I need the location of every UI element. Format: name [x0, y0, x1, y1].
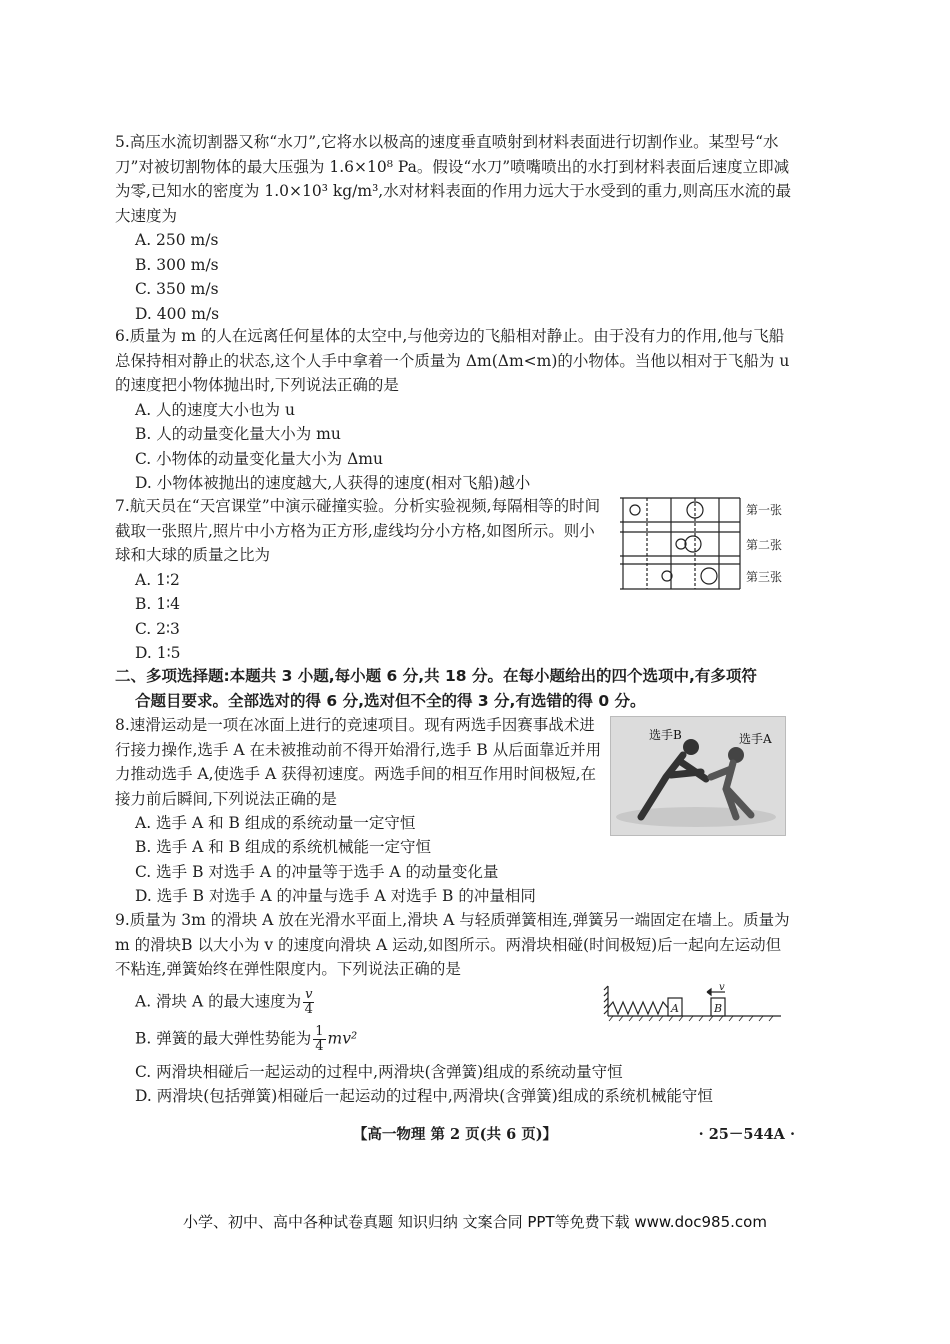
- velocity-label: v: [719, 982, 725, 993]
- download-ad-text: 小学、初中、高中各种试卷真题 知识归纳 文案合同 PPT等免费下载 www.doc985.com: [183, 1213, 767, 1231]
- question-7-stem: 7.航天员在“天宫课堂”中演示碰撞实验。分析实验视频,每隔相等的时间截取一张照片,照片中小方格为正方形,虚线均分小方格,如图所示。则小球和大球的质量之比为: [115, 497, 601, 564]
- question-9-stem: 9.质量为 3m 的滑块 A 放在光滑水平面上,滑块 A 与轻质弹簧相连,弹簧另一端固定在墙上。质量为 m 的滑块B 以大小为 v 的速度向滑块 A 运动,如图所示。两滑块相碰(时间极短)后一起向左运动但不粘连,弹簧始终在弹性限度内。下列说法正确的是: [115, 911, 790, 978]
- section-2-header: [115, 664, 795, 713]
- question-6-stem: 6.质量为 m 的人在远离任何星体的太空中,与他旁边的飞船相对静止。由于没有力的作用,他与飞船总保持相对静止的状态,这个人手中拿着一个质量为 Δm(Δm<m)的小物体。当他以相对于飞船为 u 的速度把小物体抛出时,下列说法正确的是: [115, 327, 790, 394]
- question-9-option-b: [115, 1025, 795, 1054]
- question-7-option-b: B. 1∶4: [135, 595, 181, 613]
- section-2-line-1: 二、多项选择题:本题共 3 小题,每小题 6 分,共 18 分。在每小题给出的四个选项中,有多项符: [115, 667, 757, 685]
- question-7-option-c: C. 2∶3: [135, 619, 180, 638]
- collision-photos-figure: [615, 494, 795, 594]
- question-9-option-a-text: A. 滑块 A 的最大速度为: [135, 992, 302, 1010]
- photo-label-skater-b: 选手B: [649, 728, 682, 742]
- photo-label-skater-a: 选手A: [739, 732, 772, 746]
- question-5-stem: 5.高压水流切割器又称“水刀”,它将水以极高的速度垂直喷射到材料表面进行切割作业。某型号“水刀”对被切割物体的最大压强为 1.6×10⁸ Pa。假设“水刀”喷嘴喷出的水打到材料表面后速度立即减为零,已知水的密度为 1.0×10³ kg/m³,水对材料表面的作用力远大于水受到的重力,则高压水流的最大速度为: [115, 133, 792, 225]
- footer-page-info: 【高一物理 第 2 页(共 6 页)】: [352, 1126, 558, 1143]
- fraction-v-over-4: [303, 988, 314, 1017]
- question-8-stem: 8.速滑运动是一项在冰面上进行的竞速项目。现有两选手因赛事战术进行接力操作,选手 A 在未被推动前不得开始滑行,选手 B 从后面靠近并用力推动选手 A,使选手 A 获得初速度。两选手间的相互作用时间极短,在接力前后瞬间,下列说法正确的是: [115, 716, 602, 808]
- block-b-label: B: [714, 1002, 723, 1015]
- question-9-option-b-expr: mv²: [327, 1029, 358, 1047]
- speed-skating-photo: [610, 716, 786, 836]
- question-7-option-a: A. 1∶2: [135, 570, 180, 589]
- fraction-numerator: v: [305, 986, 313, 1002]
- question-5-option-a: A. 250 m/s: [135, 231, 219, 249]
- question-5: [115, 130, 795, 326]
- figure-label-first: 第一张: [746, 503, 783, 517]
- figure-label-second: 第二张: [746, 538, 783, 552]
- question-9-option-b-text: B. 弹簧的最大弹性势能为: [135, 1029, 312, 1047]
- question-8-more-options: [115, 835, 795, 909]
- question-5-option-b: B. 300 m/s: [135, 255, 219, 274]
- question-6-option-a: A. 人的速度大小也为 u: [135, 400, 295, 419]
- question-9-option-c: C. 两滑块相碰后一起运动的过程中,两滑块(含弹簧)组成的系统动量守恒: [135, 1062, 623, 1081]
- question-6-option-d: D. 小物体被抛出的速度越大,人获得的速度(相对飞船)越小: [135, 474, 531, 492]
- question-7-option-d: D. 1∶5: [135, 644, 181, 662]
- question-9-option-d: D. 两滑块(包括弹簧)相碰后一起运动的过程中,两滑块(含弹簧)组成的系统机械能守恒: [135, 1087, 713, 1105]
- question-8: [115, 713, 605, 836]
- section-2-line-2: 合题目要求。全部选对的得 6 分,选对但不全的得 3 分,有选错的得 0 分。: [135, 691, 646, 710]
- question-6-option-b: B. 人的动量变化量大小为 mu: [135, 425, 341, 443]
- question-5-option-d: D. 400 m/s: [135, 304, 220, 323]
- question-5-option-c: C. 350 m/s: [135, 280, 219, 298]
- figure-label-third: 第三张: [746, 570, 783, 584]
- question-8-option-c: C. 选手 B 对选手 A 的冲量等于选手 A 的动量变化量: [135, 862, 499, 881]
- fraction-denominator: 4: [304, 1001, 313, 1017]
- fraction-numerator: 1: [315, 1023, 324, 1039]
- block-a-label: A: [671, 1002, 679, 1015]
- spring-block-figure: [603, 982, 783, 1024]
- question-7: [115, 494, 610, 666]
- question-6-option-c: C. 小物体的动量变化量大小为 Δmu: [135, 449, 383, 468]
- question-8-option-a: A. 选手 A 和 B 组成的系统动量一定守恒: [135, 814, 416, 832]
- footer-code: · 25－544A ·: [698, 1126, 795, 1143]
- question-8-option-d: D. 选手 B 对选手 A 的冲量与选手 A 对选手 B 的冲量相同: [135, 887, 536, 905]
- fraction-denominator: 4: [315, 1038, 324, 1054]
- fraction-1-over-4: [313, 1025, 325, 1054]
- question-6: [115, 324, 795, 496]
- question-8-option-b: B. 选手 A 和 B 组成的系统机械能一定守恒: [135, 838, 432, 856]
